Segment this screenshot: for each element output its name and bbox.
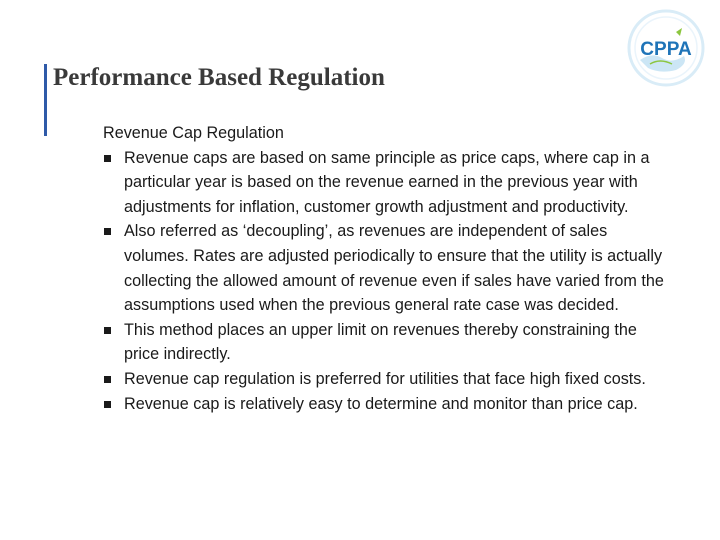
section-subheading: Revenue Cap Regulation (103, 124, 284, 142)
bullet-list (103, 146, 668, 417)
svg-text:CPPA: CPPA (640, 39, 692, 60)
title-accent-bar (44, 64, 47, 136)
bullet-text: This method places an upper limit on revenues thereby constraining the price indirectly. (124, 320, 637, 364)
square-bullet-icon (104, 155, 111, 162)
square-bullet-icon (104, 228, 111, 235)
square-bullet-icon (104, 327, 111, 334)
bullet-text: Revenue cap is relatively easy to determine and monitor than price cap. (124, 394, 638, 413)
bullet-text: Also referred as ‘decoupling’, as revenues are independent of sales volumes. Rates are adjusted periodically to ensure that the utility is actually collecting the allowed amount of revenue even if sales have varied from the assumptions used when the previous general rate case was decided. (124, 222, 664, 315)
slide-title: Performance Based Regulation (53, 64, 385, 91)
bullet-text: Revenue cap regulation is preferred for utilities that face high fixed costs. (124, 369, 646, 388)
square-bullet-icon (104, 376, 111, 383)
bullet-item (103, 219, 668, 317)
bullet-text: Revenue caps are based on same principle as price caps, where cap in a particular year is based on the revenue earned in the previous year with adjustments for inflation, customer growth adjustment and productivity. (124, 148, 650, 216)
square-bullet-icon (104, 401, 111, 408)
bullet-item (103, 146, 668, 220)
slide-body (103, 121, 668, 416)
bullet-item (103, 318, 668, 367)
bullet-item (103, 367, 668, 392)
cppa-logo (626, 8, 706, 88)
bullet-item (103, 392, 668, 417)
